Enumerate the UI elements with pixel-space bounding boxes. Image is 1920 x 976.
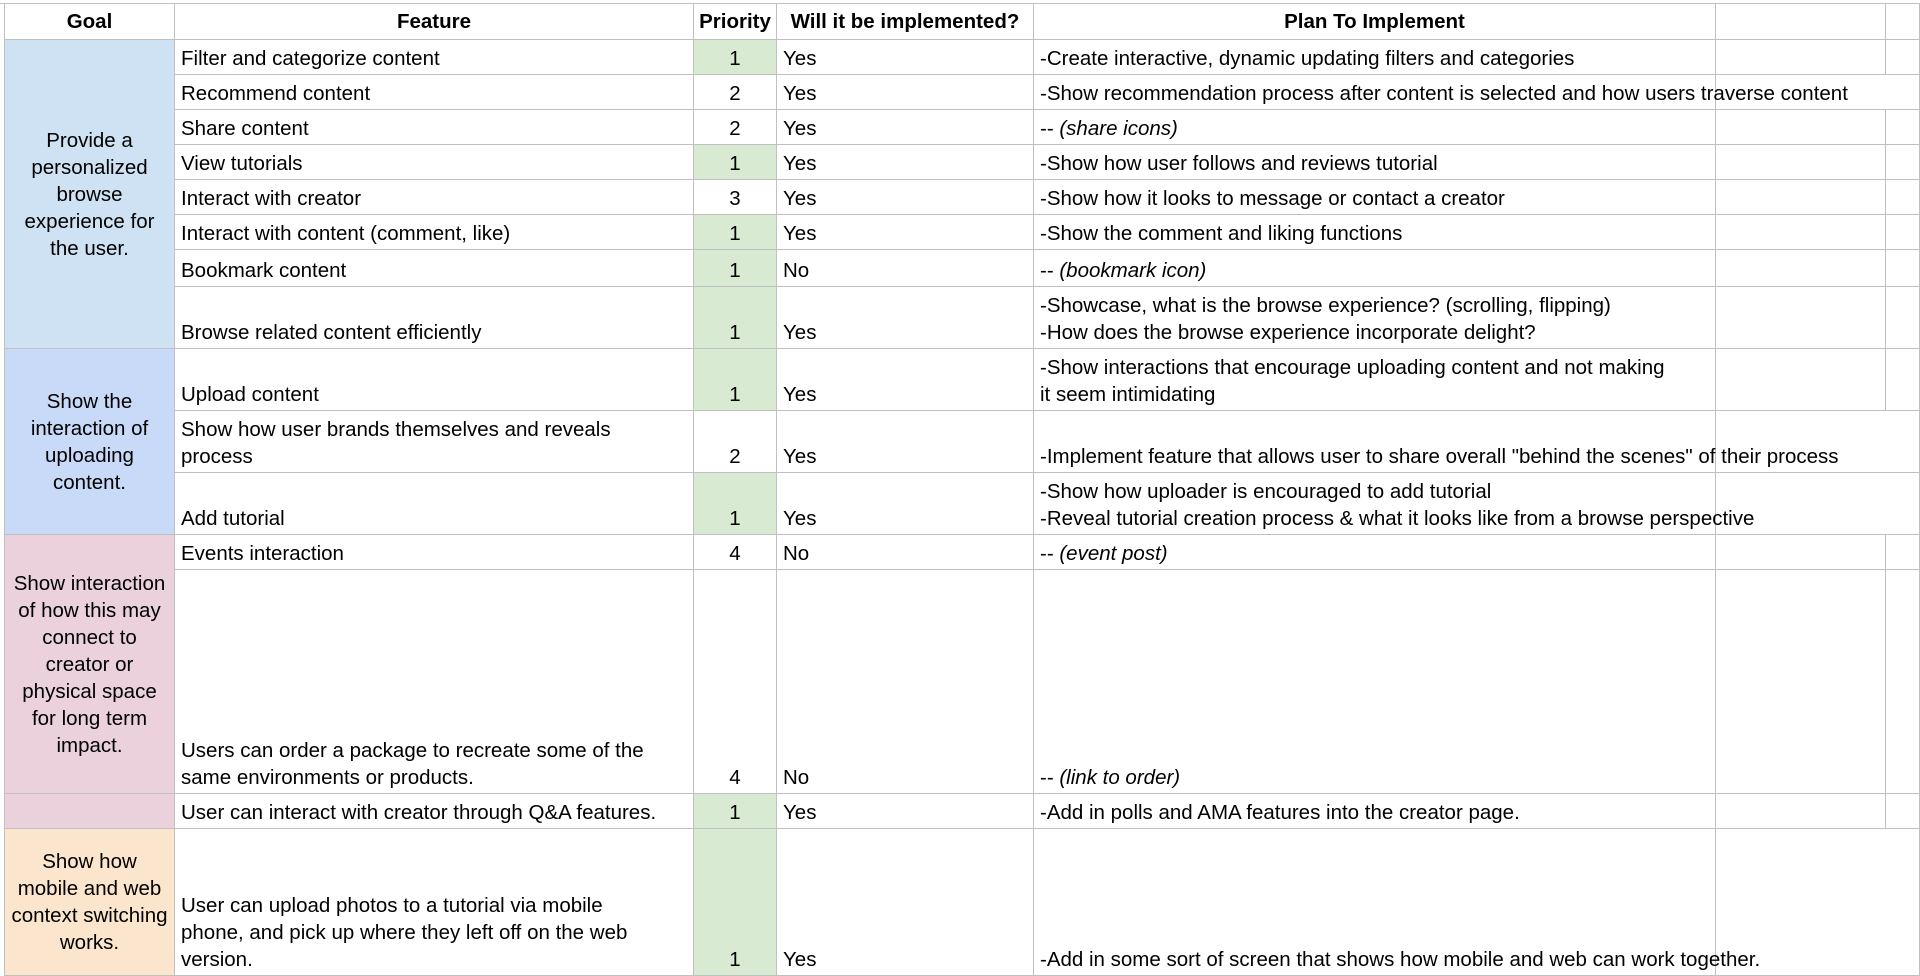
plan-text: -Show how it looks to message or contact a creator: [1040, 187, 1505, 210]
priority-cell[interactable]: [694, 535, 777, 570]
feature-text: Show how user brands themselves and reveals: [181, 418, 611, 441]
feature-cell[interactable]: [175, 110, 694, 145]
priority-value: 1: [729, 47, 741, 70]
empty-cell[interactable]: [1716, 535, 1886, 570]
plan-cell[interactable]: [1034, 473, 1755, 535]
implemented-value: Yes: [783, 801, 817, 824]
priority-value: 4: [729, 542, 741, 565]
empty-cell[interactable]: [1886, 75, 1920, 110]
priority-value: 1: [729, 321, 741, 344]
implemented-cell[interactable]: [777, 349, 1034, 411]
plan-text: -Reveal tutorial creation process & what it looks like from a browse perspective: [1040, 507, 1755, 530]
priority-value: 1: [729, 152, 741, 175]
priority-value: 3: [729, 187, 741, 210]
plan-cell[interactable]: [1034, 829, 1761, 976]
feature-cell[interactable]: [175, 570, 694, 794]
priority-value: 1: [729, 507, 741, 530]
plan-cell[interactable]: [1034, 180, 1716, 215]
feature-cell[interactable]: [175, 794, 694, 829]
feature-text: Events interaction: [181, 542, 344, 565]
feature-text: Interact with content (comment, like): [181, 222, 511, 245]
feature-text: Users can order a package to recreate some of the: [181, 739, 644, 762]
implemented-cell[interactable]: [777, 829, 1034, 976]
implemented-value: Yes: [783, 82, 817, 105]
header-plan[interactable]: Plan To Implement: [1034, 4, 1716, 40]
priority-cell[interactable]: [694, 180, 777, 215]
empty-cell[interactable]: [1716, 110, 1886, 145]
empty-cell[interactable]: [1886, 110, 1920, 145]
plan-cell[interactable]: [1034, 75, 1848, 110]
implemented-cell[interactable]: [777, 215, 1034, 250]
empty-cell[interactable]: [1716, 215, 1886, 250]
plan-text: -- (link to order): [1040, 766, 1181, 789]
plan-text: -- (share icons): [1040, 117, 1178, 140]
priority-cell[interactable]: [694, 411, 777, 473]
plan-text: -Create interactive, dynamic updating filters and categories: [1040, 47, 1575, 70]
feature-text: process: [181, 445, 253, 468]
header-feature[interactable]: Feature: [175, 4, 694, 40]
implemented-value: Yes: [783, 507, 817, 530]
implemented-value: Yes: [783, 321, 817, 344]
empty-cell[interactable]: [1886, 180, 1920, 215]
plan-cell[interactable]: [1034, 145, 1716, 180]
feature-cell[interactable]: [175, 349, 694, 411]
plan-cell[interactable]: [1034, 110, 1716, 145]
plan-note-italic: (link to order): [1059, 766, 1181, 789]
plan-text: it seem intimidating: [1040, 383, 1216, 406]
feature-cell[interactable]: [175, 145, 694, 180]
plan-text: -Show interactions that encourage uploading content and not making: [1040, 356, 1665, 379]
empty-cell[interactable]: [1716, 473, 1886, 535]
feature-cell[interactable]: [175, 75, 694, 110]
plan-cell[interactable]: [1034, 411, 1839, 473]
priority-value: 2: [729, 82, 741, 105]
feature-cell[interactable]: [175, 411, 694, 473]
plan-note-italic: (event post): [1059, 542, 1168, 565]
feature-cell[interactable]: [175, 829, 694, 976]
implemented-cell[interactable]: [777, 110, 1034, 145]
implemented-cell[interactable]: [777, 473, 1034, 535]
implemented-value: Yes: [783, 222, 817, 245]
feature-cell[interactable]: [175, 180, 694, 215]
feature-text: Recommend content: [181, 82, 371, 105]
plan-cell[interactable]: [1034, 215, 1716, 250]
priority-value: 2: [729, 117, 741, 140]
priority-value: 1: [729, 383, 741, 406]
feature-cell[interactable]: [175, 473, 694, 535]
goal-cell[interactable]: Show how mobile and web context switching works.: [4, 829, 175, 976]
implemented-value: Yes: [783, 948, 817, 971]
implemented-value: No: [783, 766, 810, 789]
priority-cell[interactable]: [694, 75, 777, 110]
feature-text: User can upload photos to a tutorial via mobile: [181, 894, 603, 917]
implemented-cell[interactable]: [777, 145, 1034, 180]
empty-cell[interactable]: [1716, 349, 1886, 411]
empty-cell[interactable]: [1716, 180, 1886, 215]
empty-cell[interactable]: [1716, 411, 1886, 473]
header-priority[interactable]: Priority: [694, 4, 777, 40]
plan-text: -Add in some sort of screen that shows how mobile and web can work together.: [1040, 948, 1761, 971]
goal-cell[interactable]: Show interaction of how this may connect to creator or physical space for long term impact.: [4, 535, 175, 794]
plan-text: -How does the browse experience incorporate delight?: [1040, 321, 1536, 344]
priority-value: 1: [729, 259, 741, 282]
priority-cell[interactable]: [694, 570, 777, 794]
priority-value: 1: [729, 801, 741, 824]
plan-cell[interactable]: [1034, 535, 1716, 570]
priority-value: 2: [729, 445, 741, 468]
empty-cell[interactable]: [1886, 349, 1920, 411]
priority-cell[interactable]: [694, 473, 777, 535]
plan-text: -Implement feature that allows user to share overall "behind the scenes" of their process: [1040, 445, 1839, 468]
priority-cell[interactable]: [694, 349, 777, 411]
empty-cell[interactable]: [1716, 829, 1886, 976]
implemented-cell[interactable]: [777, 794, 1034, 829]
implemented-value: Yes: [783, 383, 817, 406]
implemented-value: No: [783, 542, 810, 565]
goal-cell[interactable]: Show the interaction of uploading content.: [4, 349, 175, 535]
priority-cell[interactable]: [694, 145, 777, 180]
plan-text: -Showcase, what is the browse experience? (scrolling, flipping): [1040, 294, 1611, 317]
implemented-value: Yes: [783, 152, 817, 175]
goal-cell[interactable]: Provide a personalized browse experience for the user.: [4, 40, 175, 349]
plan-cell[interactable]: [1034, 40, 1716, 75]
implemented-cell[interactable]: [777, 75, 1034, 110]
feature-text: version.: [181, 948, 253, 971]
feature-text: Upload content: [181, 383, 319, 406]
plan-note-italic: (bookmark icon): [1059, 259, 1207, 282]
priority-cell[interactable]: [694, 287, 777, 349]
feature-cell[interactable]: [175, 40, 694, 75]
goal-cell[interactable]: [4, 794, 175, 829]
empty-cell[interactable]: [1886, 535, 1920, 570]
empty-cell[interactable]: [1886, 250, 1920, 287]
feature-cell[interactable]: [175, 287, 694, 349]
header-empty-2[interactable]: [1886, 4, 1920, 40]
empty-cell[interactable]: [1886, 794, 1920, 829]
empty-cell[interactable]: [1886, 473, 1920, 535]
implemented-cell[interactable]: [777, 180, 1034, 215]
priority-cell[interactable]: [694, 829, 777, 976]
feature-text: User can interact with creator through Q&A features.: [181, 801, 657, 824]
empty-cell[interactable]: [1886, 570, 1920, 794]
feature-text: Share content: [181, 117, 309, 140]
feature-text: Browse related content efficiently: [181, 321, 482, 344]
feature-text: View tutorials: [181, 152, 303, 175]
plan-text: -Show recommendation process after content is selected and how users traverse content: [1040, 82, 1848, 105]
feature-cell[interactable]: [175, 535, 694, 570]
empty-cell[interactable]: [1886, 40, 1920, 75]
feature-text: Filter and categorize content: [181, 47, 440, 70]
feature-text: Add tutorial: [181, 507, 285, 530]
plan-cell[interactable]: [1034, 349, 1716, 411]
implemented-cell[interactable]: [777, 411, 1034, 473]
priority-value: 1: [729, 222, 741, 245]
implemented-value: No: [783, 259, 810, 282]
header-goal[interactable]: Goal: [4, 4, 175, 40]
plan-cell[interactable]: [1034, 794, 1716, 829]
header-implemented[interactable]: Will it be implemented?: [777, 4, 1034, 40]
empty-cell[interactable]: [1716, 75, 1886, 110]
empty-cell[interactable]: [1886, 215, 1920, 250]
empty-cell[interactable]: [1886, 145, 1920, 180]
priority-cell[interactable]: [694, 40, 777, 75]
empty-cell[interactable]: [1716, 287, 1886, 349]
feature-text: phone, and pick up where they left off on the web: [181, 921, 628, 944]
implemented-value: Yes: [783, 445, 817, 468]
empty-cell[interactable]: [1716, 145, 1886, 180]
feature-cell[interactable]: [175, 215, 694, 250]
feature-text: Interact with creator: [181, 187, 362, 210]
empty-cell[interactable]: [1716, 794, 1886, 829]
implemented-cell[interactable]: [777, 40, 1034, 75]
priority-cell[interactable]: [694, 110, 777, 145]
plan-cell[interactable]: [1034, 287, 1716, 349]
priority-cell[interactable]: [694, 250, 777, 287]
empty-cell[interactable]: [1886, 829, 1920, 976]
plan-text: -Add in polls and AMA features into the creator page.: [1040, 801, 1520, 824]
implemented-value: Yes: [783, 187, 817, 210]
plan-cell[interactable]: [1034, 250, 1716, 287]
implemented-cell[interactable]: [777, 535, 1034, 570]
plan-cell[interactable]: [1034, 570, 1716, 794]
empty-cell[interactable]: [1886, 411, 1920, 473]
feature-text: Bookmark content: [181, 259, 347, 282]
implemented-value: Yes: [783, 117, 817, 140]
empty-cell[interactable]: [1716, 250, 1886, 287]
implemented-value: Yes: [783, 47, 817, 70]
plan-text: -- (event post): [1040, 542, 1168, 565]
plan-text: -Show how user follows and reviews tutorial: [1040, 152, 1438, 175]
header-empty-1[interactable]: [1716, 4, 1886, 40]
empty-cell[interactable]: [1716, 40, 1886, 75]
priority-value: 1: [729, 948, 741, 971]
priority-cell[interactable]: [694, 794, 777, 829]
empty-cell[interactable]: [1886, 287, 1920, 349]
empty-cell[interactable]: [1716, 570, 1886, 794]
feature-text: same environments or products.: [181, 766, 474, 789]
priority-value: 4: [729, 766, 741, 789]
implemented-cell[interactable]: [777, 570, 1034, 794]
implemented-cell[interactable]: [777, 250, 1034, 287]
plan-text: -Show how uploader is encouraged to add tutorial: [1040, 480, 1492, 503]
plan-text: -- (bookmark icon): [1040, 259, 1207, 282]
implemented-cell[interactable]: [777, 287, 1034, 349]
plan-note-italic: (share icons): [1059, 117, 1178, 140]
priority-cell[interactable]: [694, 215, 777, 250]
plan-text: -Show the comment and liking functions: [1040, 222, 1403, 245]
feature-cell[interactable]: [175, 250, 694, 287]
